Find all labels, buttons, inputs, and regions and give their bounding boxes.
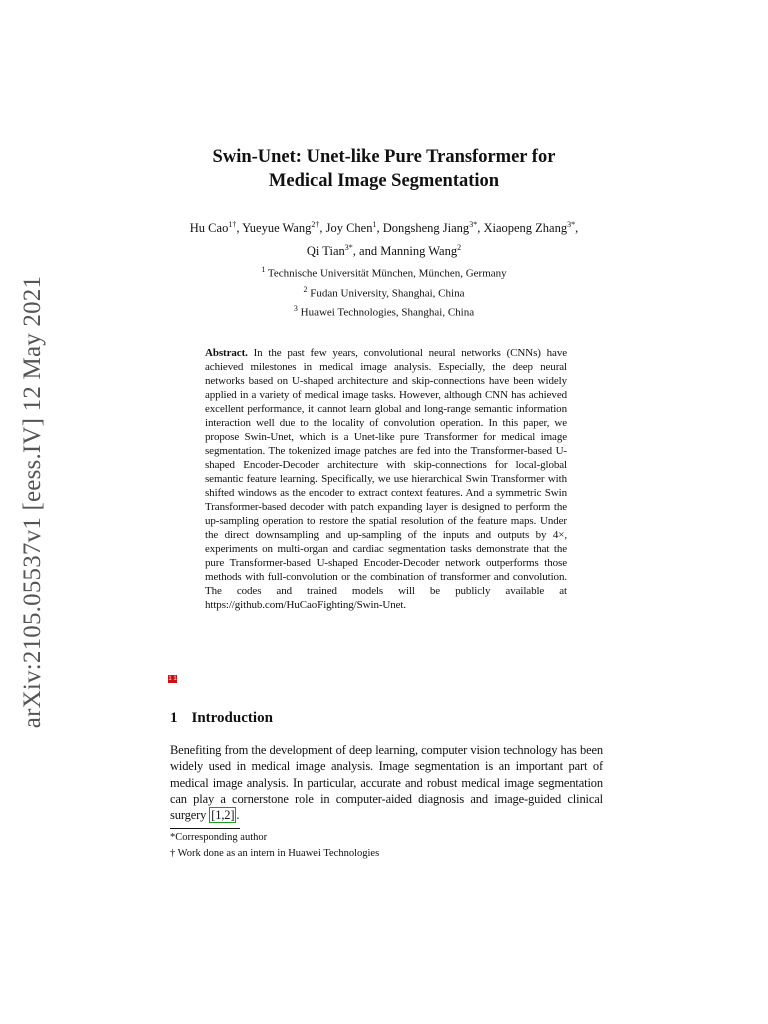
affiliations bbox=[0, 262, 768, 321]
abstract-label: Abstract. bbox=[205, 347, 248, 359]
author-name: Qi Tian bbox=[306, 244, 345, 259]
author-line-1: Hu Cao$^{1\dagger}$, Yueyue Wang$^{2\dagger}$, Joy Chen$^1$, Dongsheng Jiang$^{3*}$, Xiaopeng Zhang$^{3*}$, bbox=[189, 220, 579, 236]
intro-text: Benefiting from the development of deep learning, computer vision technology has been widely used in medical image analysis. Image segmentation is an important part of medical image analysis. In particular, accurate and robust medical image segmentation can play a cornerstone role in computer-aided diagnosis and image-guided clinical surgery bbox=[170, 743, 603, 823]
intro-paragraph bbox=[170, 742, 603, 823]
intro-end: . bbox=[236, 808, 240, 823]
author-mark: 3* bbox=[469, 220, 478, 229]
author-name: Joy Chen bbox=[325, 221, 373, 236]
paper-title bbox=[0, 145, 768, 193]
author-mark: 1† bbox=[228, 220, 237, 229]
author-name: Xiaopeng Zhang bbox=[483, 221, 568, 236]
section-number: 1 bbox=[170, 710, 178, 726]
affiliation-1: $^1$ Technische Universität München, München, Germany bbox=[261, 265, 507, 280]
author-and: and bbox=[359, 244, 378, 259]
citation-link[interactable]: [1,2] bbox=[211, 808, 235, 823]
arxiv-stamp bbox=[17, 267, 49, 737]
footnote-intern: † Work done as an intern in Huawei Technologies bbox=[170, 848, 380, 859]
section-title: Introduction bbox=[191, 710, 273, 726]
affiliation-3: $^3$ Huawei Technologies, Shanghai, China bbox=[293, 304, 475, 319]
section-heading bbox=[170, 708, 273, 728]
red-marker[interactable]: 1 1 bbox=[168, 676, 177, 682]
abstract bbox=[205, 346, 567, 612]
arxiv-stamp-text: arXiv:2105.05537v1 [eess.IV] 12 May 2021 bbox=[19, 275, 46, 729]
author-mark: 3* bbox=[567, 220, 576, 229]
footnote-corresponding: *Corresponding author bbox=[170, 832, 268, 843]
author-line-2: Qi Tian$^{3*}$, and Manning Wang$^2$ bbox=[306, 243, 462, 259]
author-name: Manning Wang bbox=[380, 244, 458, 259]
footnote-rule bbox=[170, 828, 240, 829]
author-mark: 2 bbox=[457, 243, 462, 253]
author-mark: 2† bbox=[311, 220, 320, 229]
author-list bbox=[0, 215, 768, 261]
title-line-2: Medical Image Segmentation bbox=[268, 171, 500, 191]
author-name: Hu Cao bbox=[189, 221, 229, 236]
author-mark: 1 bbox=[372, 220, 377, 229]
author-mark: 3* bbox=[344, 243, 353, 253]
affiliation-2: $^2$ Fudan University, Shanghai, China bbox=[303, 284, 465, 300]
abstract-text: In the past few years, convolutional neural networks (CNNs) have achieved milestones in medical image analysis. Especially, the deep neural networks based on U-shaped architecture and skip-connections have been widely applied in a variety of medical image tasks. However, although CNN has achieved excellent performance, it cannot learn global and long-range semantic information interaction well due to the locality of convolution operation. In this paper, we propose Swin-Unet, which is a Unet-like pure Transformer for medical image segmentation. The tokenized image patches are fed into the Transformer-based U-shaped Encoder-Decoder architecture with skip-connections for local-global semantic feature learning. Specifically, we use hierarchical Swin Transformer with shifted windows as the encoder to extract context features. And a symmetric Swin Transformer-based decoder with patch expanding layer is designed to perform the up-sampling operation to restore the spatial resolution of the feature maps. Under the direct downsampling and up-sampling of the inputs and outputs by 4×, experiments on multi-organ and cardiac segmentation tasks demonstrate that the pure Transformer-based U-shaped Encoder-Decoder network outperforms those methods with full-convolution or the combination of transformer and convolution. The codes and trained models will be publicly available at https://github.com/HuCaoFighting/Swin-Unet. bbox=[205, 347, 568, 611]
author-name: Yueyue Wang bbox=[242, 221, 312, 236]
title-line-1: Swin-Unet: Unet-like Pure Transformer for bbox=[212, 147, 556, 167]
author-name: Dongsheng Jiang bbox=[382, 221, 470, 236]
